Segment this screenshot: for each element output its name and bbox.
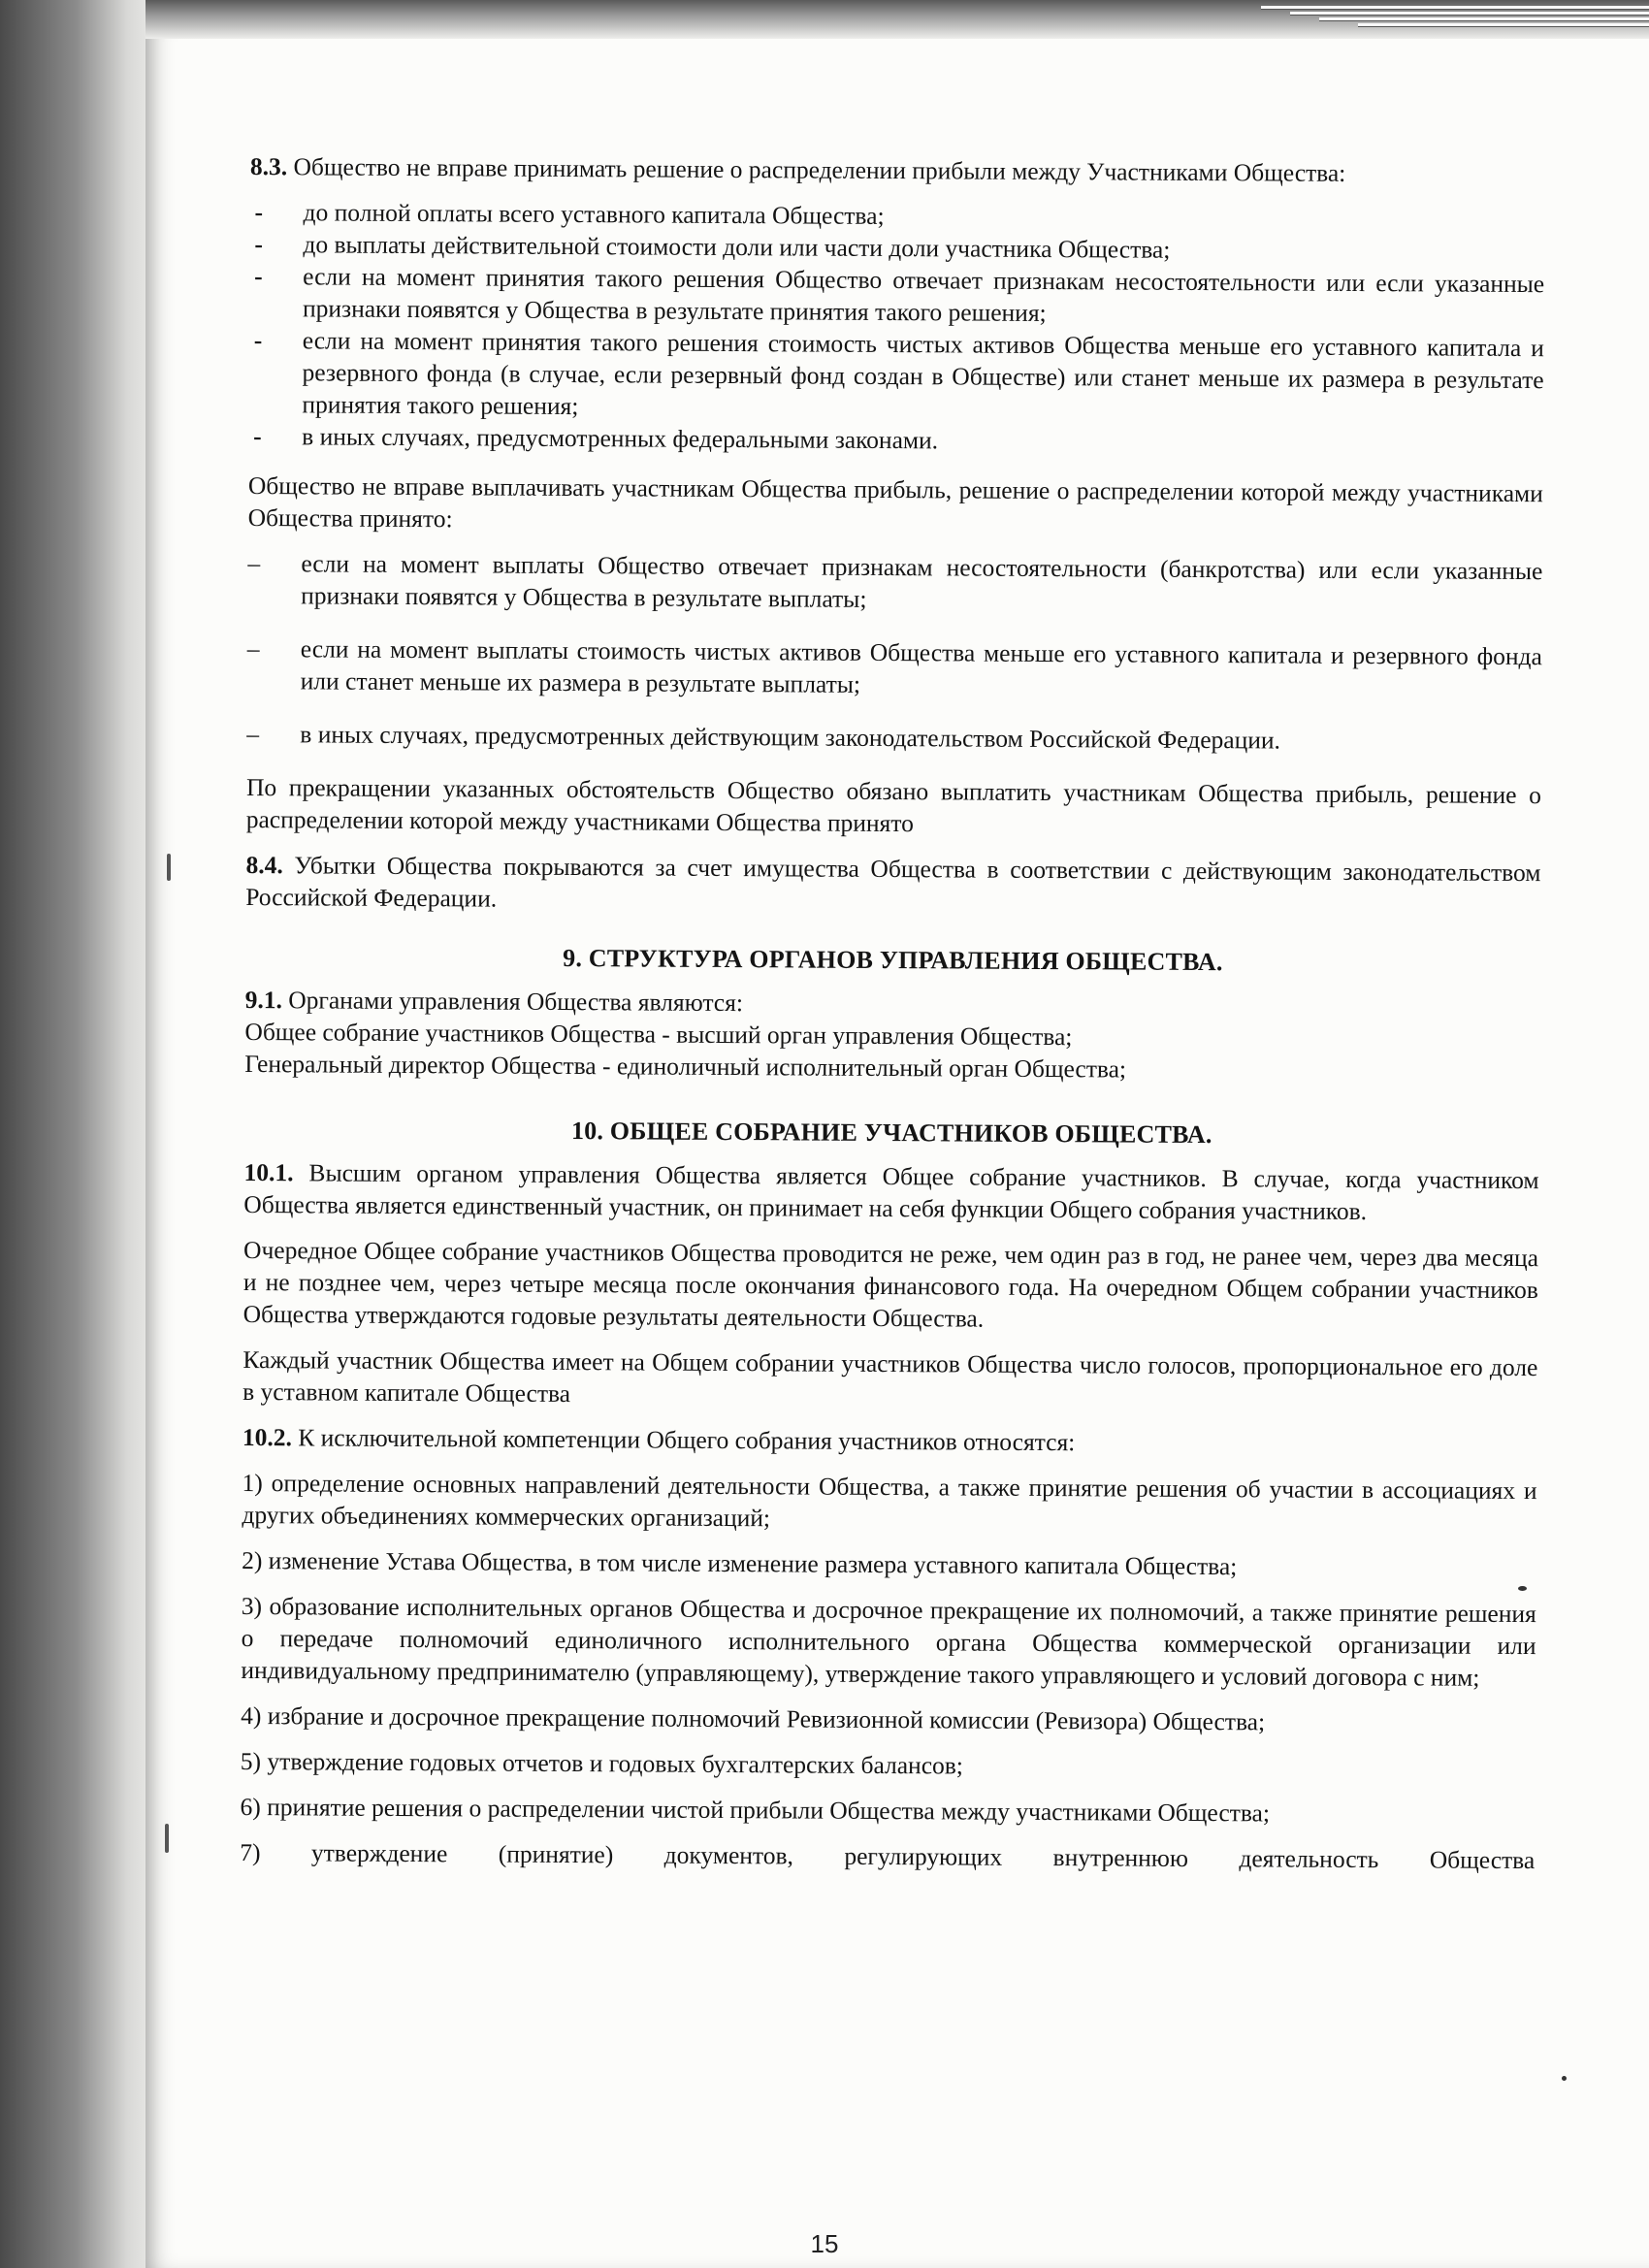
list-item: – если на момент выплаты стоимость чистых активов Общества меньше его уставного капитала и резервного фонда или станет меньше их размера в результате выплаты; xyxy=(247,632,1542,704)
list-item: 1) определение основных направлений деятельности Общества, а также принятие решения об участии в ассоциациях и других объединениях коммерческих организаций; xyxy=(242,1468,1537,1533)
book-spine-shadow xyxy=(0,0,170,2268)
paragraph-8-3 xyxy=(250,150,1545,190)
paragraph-10-1 xyxy=(243,1156,1538,1228)
clause-number: 10.1. xyxy=(243,1157,294,1187)
list-item: 5) утверждение годовых отчетов и годовых бухгалтерских балансов; xyxy=(240,1746,964,1780)
governance-body-line: Генеральный директор Общества - единоличный исполнительный орган Общества; xyxy=(244,1049,1127,1084)
clause-number: 9.1. xyxy=(244,985,282,1015)
clause-number: 8.3. xyxy=(249,151,288,181)
clause-text: Органами управления Общества являются: xyxy=(288,986,744,1018)
regular-meeting-paragraph: Очередное Общее собрание участников Общества проводится не реже, чем один раз в год, не ранее чем, через два месяца и не позднее чем, через четыре месяца после окончания финансового года. На очередном Общем собрании участников Общества утверждаются годовые результаты деятельности Общества. xyxy=(242,1235,1539,1333)
section-9-heading: 9. СТРУКТУРА ОРГАНОВ УПРАВЛЕНИЯ ОБЩЕСТВА. xyxy=(563,943,1223,977)
clause-text: Общество не вправе принимать решение о распределении прибыли между Участниками Общества: xyxy=(293,152,1346,187)
list-item: - если на момент принятия такого решения Общество отвечает признакам несостоятельности или если указанные признаки появятся у Общества в результате принятия такого решения; xyxy=(249,260,1544,332)
page-number: 15 xyxy=(810,2229,839,2258)
document-body xyxy=(240,150,1545,1890)
page-top-edge xyxy=(146,0,1649,39)
votes-paragraph: Каждый участник Общества имеет на Общем собрании участников Общества число голосов, пропорциональное его доле в уставном капитале Общества xyxy=(242,1345,1538,1409)
clause-text: Высшим органом управления Общества является Общее собрание участников. В случае, когда участником Общества является единственный участник, он принимает на себя функции Общего собрания участников. xyxy=(243,1158,1539,1226)
list-item: – если на момент выплаты Общество отвечает признакам несостоятельности (банкротства) или если указанные признаки появятся у Общества в результате выплаты; xyxy=(247,547,1542,619)
section-10-heading: 10. ОБЩЕЕ СОБРАНИЕ УЧАСТНИКОВ ОБЩЕСТВА. xyxy=(570,1117,1212,1150)
payout-intro: Общество не вправе выплачивать участникам Общества прибыль, решение о распределении которой между участниками Общества принято: xyxy=(247,470,1543,534)
paragraph-8-4 xyxy=(245,849,1540,921)
list-item: 7) утверждение (принятие) документов, регулирующих внутреннюю деятельность Общества xyxy=(240,1837,1536,1875)
list-item: - до выплаты действительной стоимости доли или части доли участника Общества; xyxy=(249,228,1544,268)
profit-distribution-restrictions xyxy=(248,196,1545,460)
list-item: 4) избрание и досрочное прекращение полномочий Ревизионной комиссии (Ревизора) Общества; xyxy=(241,1701,1266,1736)
scan-speck xyxy=(1518,1586,1527,1591)
clause-number: 10.2. xyxy=(242,1422,292,1452)
list-item: – в иных случаях, предусмотренных действующим законодательством Российской Федерации. xyxy=(246,718,1541,758)
scan-speck xyxy=(167,854,171,881)
clause-number: 8.4. xyxy=(245,850,283,880)
stacked-pages-edge xyxy=(1242,0,1649,39)
list-item: 2) изменение Устава Общества, в том числе изменение размера уставного капитала Общества; xyxy=(242,1545,1238,1581)
termination-paragraph: По прекращении указанных обстоятельств Общество обязано выплатить участникам Общества прибыль, решение о распределении которой между участниками Общества принято xyxy=(245,772,1542,838)
list-item: 3) образование исполнительных органов Общества и досрочное прекращение их полномочий, а также принятие решения о передаче полномочий единоличного исполнительного органа Общества коммерческой организации или индивидуальному предпринимателю (управляющему), утверждение такого управляющего и условий договора с ним; xyxy=(241,1591,1536,1692)
clause-text: К исключительной компетенции Общего собрания участников относятся: xyxy=(298,1423,1076,1457)
list-item: - в иных случаях, предусмотренных федеральными законами. xyxy=(248,420,1543,460)
governance-body-line: Общее собрание участников Общества - высший орган управления Общества; xyxy=(244,1017,1073,1052)
scan-speck xyxy=(165,1824,169,1853)
competence-list xyxy=(240,1467,1537,1876)
paragraph-10-2 xyxy=(242,1421,1537,1461)
scan-speck xyxy=(1562,2076,1567,2081)
list-item: - до полной оплаты всего уставного капитала Общества; xyxy=(250,196,1545,236)
payout-restrictions xyxy=(246,547,1542,758)
clause-text: Убытки Общества покрываются за счет имущества Общества в соответствии с действующим законодательством Российской Федерации. xyxy=(245,851,1541,913)
list-item: - если на момент принятия такого решения стоимость чистых активов Общества меньше его уставного капитала и резервного фонда (в случае, если резервный фонд создан в Обществе) или станет меньше их размера в результате принятия такого решения; xyxy=(248,324,1544,428)
list-item: 6) принятие решения о распределении чистой прибыли Общества между участниками Общества; xyxy=(240,1792,1271,1828)
